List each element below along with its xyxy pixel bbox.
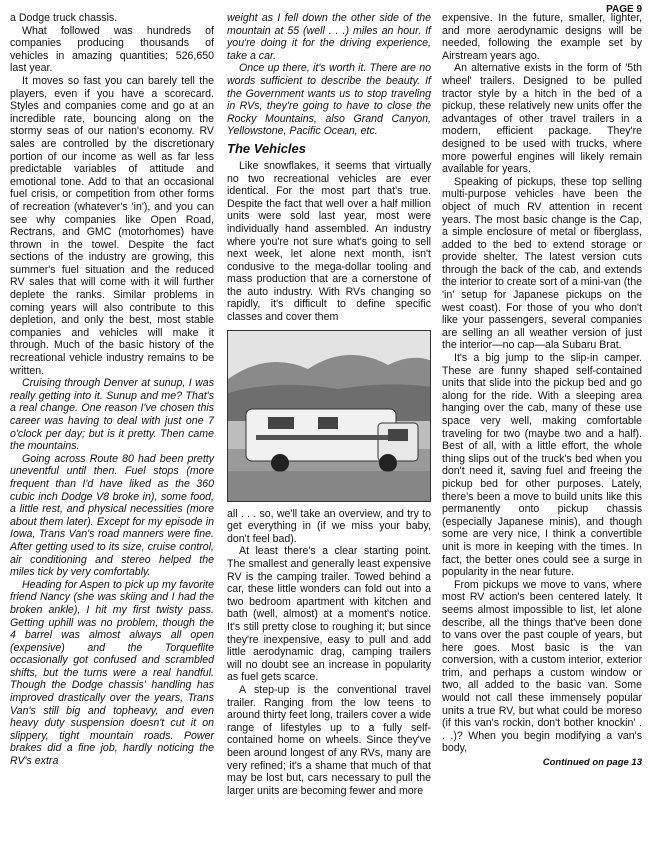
paragraph: What followed was hundreds of companies producing thousands of vehicles in amazing quantities; 526,650 last year. bbox=[10, 24, 214, 75]
paragraph: Going across Route 80 had been pretty uneventful until then. Fuel stops (more frequent than I'd have liked as the 360 cubic inch Dodge V8 broke in), some food, a little rest, and physical necessities (more about them later). Except for my episode in Iowa, Trans Van's road manners were fine. After getting used to its size, cruise control, air conditioning and stereo helped the miles tick by very comfortably. bbox=[10, 452, 214, 579]
rv-photo bbox=[227, 330, 431, 502]
paragraph: An alternative exists in the form of '5th wheel' trailers. Designed to be pulled tractor style by a hitch in the bed of a pickup, these relatively new units offer the advantages of other travel trailers in a modern, efficient package. They're designed to be used with trucks, where more powerful engines will likely remain available for years. bbox=[442, 62, 642, 176]
paragraph: a Dodge truck chassis. bbox=[10, 12, 118, 24]
paragraph: It's a big jump to the slip-in camper. These are funny shaped self-contained units that slide into the pickup bed and go along for the ride. With a sleeping area hanging over the cab, many of these use space very well, making comfortable traveling for two (maybe two and a half). Best of all, with a little effort, the whole thing slips out of the truck's bed when you don't need it, saving fuel and freeing the pickup bed for other purposes. Lately, there's been a move to build units like this permanently onto pickup chassis (especially Japanese minis), and though some are very nice, I think a convertible unit is more in keeping with the times. In fact, the better ones could see a surge in popularity in the near future. bbox=[442, 352, 642, 579]
paragraph: Like snowflakes, it seems that virtually no two recreational vehicles are ever identical. For the most part that's true. Despite the fact that well over a half million units were sold last year, most were individually hand assembled. An industry where you're not sure what's going to sell next week, let alone next month, isn't condusive to the mega-dollar tooling and mass production that are a cornerstone of the auto industry. With RVs changing so rapidly, it's difficult to define specific classes and cover them bbox=[227, 159, 431, 324]
section-heading: The Vehicles bbox=[227, 140, 306, 156]
paragraph: expensive. In the future, smaller, lighter, and more aerodynamic designs will be needed, following the example set by Airstream years ago. bbox=[442, 12, 642, 62]
paragraph: A step-up is the conventional travel trailer. Ranging from the low teens to around thirty feet long, trailers cover a wide range of lifestyles up to a fully self-contained home on wheels. Since they've been around longest of any RVs, many are very refined; it's a shame that much of that may be lost but, cars necessary to pull the larger units are becoming fewer and more bbox=[227, 683, 431, 797]
page-number: PAGE 9 bbox=[606, 4, 642, 15]
paragraph: It moves so fast you can barely tell the players, even if you have a scorecard. Styles and companies come and go at an incredible rate, bouncing along on the stormy seas of our nation's economy. RV sales are controlled by the discretionary portion of our income as well as far less predictable variables of attitude and emotional tone. Add to that an occasional fuel crisis, or competition from other forms of recreation (whatever's 'in'), and you can see why companies like Open Road, Rectrans, and GMC (motorhomes) have thrown in the towel. Despite the fact sections of the industry are growing, this summer's fuel situation and the reduced RV sales that will come with it will further deplete the ranks. Similar problems in coming years will also contribute to this depletion, and only the best, most stable companies and vehicles will make it through. Much of the basic history of the recreational vehicle industry remains to be written. bbox=[10, 74, 214, 377]
paragraph: Cruising through Denver at sunup, I was really getting into it. Sunup and me? That's a real change. One reason I've chosen this career was having to deal with just one 7 o'clock per day; but is it pretty. Then came the mountains. bbox=[10, 377, 214, 453]
paragraph: Heading for Aspen to pick up my favorite friend Nancy (she was skiing and I had the broken ankle), I hit my first twisty pass. Getting uphill was no problem, though the 4 barrel was almost always all open (expensive) and the Torqueflite occasionally got confused and scrambled shifts, but the turns were a real handful. Though the Dodge chassis' handling has improved drastically over the years, Trans Van's still big and topheavy, and even heavy duty suspension doesn't cut it on slippery, tight mountain roads. Power brakes did a fine job, hardly noticing the RV's extra bbox=[10, 578, 214, 768]
paragraph: Speaking of pickups, these top selling multi-purpose vehicles have been the object of much RV attention in recent years. The most basic change is the Cap, a simple enclosure of metal or fiberglass, added to the bed to extend storage or provide shelter. The latest version cuts through the back of the cab, and extends the interior to create sort of a mini-van (the 'in' setup for Japanese pickups on the west coast). For those of you who don't like your passengers, several companies are selling an all weather version of just the interior—no cap—ala Subaru Brat. bbox=[442, 175, 642, 352]
paragraph: weight as I fell down the other side of the mountain at 55 (well . . .) miles an hour. If you're doing it for the driving experience, take a car. bbox=[227, 12, 431, 62]
paragraph: all . . . so, we'll take an overview, and try to get everything in (if we miss your baby, don't feel bad). bbox=[227, 507, 431, 545]
paragraph: From pickups we move to vans, where most RV action's been centered lately. It seems almost impossible to list, let alone describe, all the things that've been done to vans over the past couple of years, but here goes. Most basic is the van conversion, with a custom interior, exterior trim, and perhaps a custom window or two, all added to the basic van. Some would not call these immensely popular units a true RV, but what could be moreso (if this van's rockin, don't bother knockin' . . .)? When you begin modifying a van's body, bbox=[442, 578, 642, 755]
paragraph: At least there's a clear starting point. The smallest and generally least expensive RV is the camping trailer. Towed behind a car, these little wonders can fold out into a two bedroom apartment with kitchen and bath (well, almost) at a moment's notice. It's still pretty close to roughing it; but since they're inexpensive, easy to pull and add little aerodynamic drag, camping trailers will no doubt see an increase in popularity as fuel gets scarce. bbox=[227, 545, 431, 684]
continued-note: Continued on page 13 bbox=[542, 757, 642, 769]
column-1 bbox=[10, 12, 214, 768]
column-3 bbox=[442, 12, 642, 770]
column-2 bbox=[227, 12, 431, 797]
paragraph: Once up there, it's worth it. There are no words sufficient to describe the beauty. If the Government wants us to stop traveling in RVs, they're going to have to close the Rocky Mountains, also Grand Canyon, Yellowstone, Pacific Ocean, etc. bbox=[227, 62, 431, 138]
motorhome-photo-image bbox=[228, 331, 431, 502]
